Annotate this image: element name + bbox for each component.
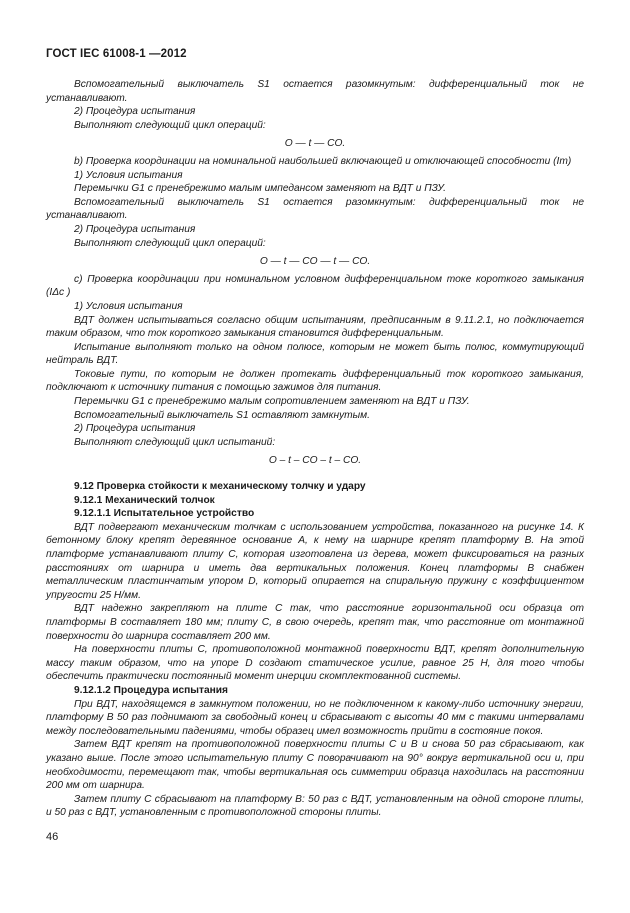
paragraph: ВДТ подвергают механическим толчкам с использованием устройства, показанного на рисунке 14. К бетонному блоку крепят деревянное основание А, к нему на шарнире крепят платформу В. На этой платформе устанавливают плиту С, которая изготовлена из дерева, может фиксироваться на разных расстояниях от шарнира и иметь два вертикальных положения. Конец платформы В снабжен металлическим пластинчатым упором D, который опирается на спиральную пружину с коэффициентом упругости 25 Н/мм. — [46, 521, 584, 601]
paragraph: ВДТ должен испытываться согласно общим испытаниям, предписанным в 9.11.2.1, но подключается таким образом, что ток короткого замыкания становится дифференциальным. — [46, 314, 584, 340]
paragraph: На поверхности плиты С, противоположной монтажной поверхности ВДТ, крепят дополнительную массу таким образом, что на упоре D создают статическое усилие, равное 25 Н, для того чтобы обеспечить практически постоянный момент инерции скомплектованной системы. — [46, 644, 584, 683]
paragraph: Испытание выполняют только на одном полюсе, которым не может быть полюс, коммутирующий нейтраль ВДТ. — [46, 341, 584, 367]
paragraph: Перемычки G1 с пренебрежимо малым сопротивлением заменяют на ВДТ и ПЗУ. — [74, 396, 470, 408]
section-heading: 9.12 Проверка стойкости к механическому толчку и удару — [74, 481, 366, 493]
paragraph: Токовые пути, по которым не должен протекать дифференциальный ток короткого замыкания, подключают к источнику питания с помощью зажимов для питания. — [46, 368, 584, 394]
formula: О – t – CO – t – CO. — [268, 455, 362, 467]
paragraph: Выполняют следующий цикл операций: — [74, 119, 266, 131]
paragraph: При ВДТ, находящемся в замкнутом положении, но не подключенном к какому-либо источнику энергии, платформу В 50 раз поднимают за свободный конец и сбрасывают с высоты 40 мм с такими интервалами между последовательными падениями, чтобы образец имел возможность прийти в состояние покоя. — [46, 698, 584, 737]
paragraph: Затем плиту С сбрасывают на платформу В: 50 раз с ВДТ, установленным на одной стороне плиты, и 50 раз с ВДТ, установленным с противоположной стороны плиты. — [46, 793, 584, 819]
formula: О — t — CO. — [284, 138, 346, 150]
page-number: 46 — [46, 831, 59, 843]
paragraph: Выполняют следующий цикл испытаний: — [74, 436, 276, 448]
paragraph: Вспомогательный выключатель S1 остается разомкнутым: дифференциальный ток не устанавливают. — [46, 79, 584, 104]
paragraph: Вспомогательный выключатель S1 оставляют замкнутым. — [74, 409, 370, 421]
formula: О — t — CO — t — CO. — [259, 256, 371, 268]
paragraph: ВДТ надежно закрепляют на плите С так, что расстояние горизонтальной оси образца от платформы В составляет 180 мм; плиту С, в свою очередь, крепят так, что расстояние от монтажной поверхности до шарнира составляет 200 мм. — [46, 603, 584, 642]
paragraph: 2) Процедура испытания — [74, 223, 196, 235]
paragraph: Вспомогательный выключатель S1 остается разомкнутым: дифференциальный ток не устанавливают. — [46, 196, 584, 222]
document-body — [46, 78, 584, 820]
paragraph: Перемычки G1 с пренебрежимо малым импедансом заменяют на ВДТ и ПЗУ. — [74, 183, 446, 195]
section-heading: 9.12.1.1 Испытательное устройство — [74, 508, 255, 520]
paragraph: Затем ВДТ крепят на противоположной поверхности плиты С и В и снова 50 раз сбрасывают, как указано выше. После этого испытательную плиту С поворачивают на 90° вокруг вертикальной оси и, при необходимости, перемещают так, чтобы вертикальная ось симметрии образца находилась на расстоянии 200 мм от шарнира. — [46, 739, 584, 792]
paragraph: 1) Условия испытания — [74, 169, 183, 181]
section-heading: 9.12.1.2 Процедура испытания — [74, 684, 228, 696]
paragraph: Выполняют следующий цикл операций: — [74, 237, 266, 249]
paragraph: 1) Условия испытания — [74, 300, 183, 312]
paragraph: 2) Процедура испытания — [74, 423, 196, 435]
standard-header: ГОСТ IEC 61008-1 —2012 — [46, 48, 187, 60]
paragraph: b) Проверка координации на номинальной наибольшей включающей и отключающей способности (Im) — [74, 155, 572, 167]
paragraph: 2) Процедура испытания — [74, 106, 196, 118]
section-heading: 9.12.1 Механический толчок — [74, 494, 215, 506]
paragraph: c) Проверка координации при номинальном условном дифференциальном токе короткого замыкания (IΔc ) — [46, 273, 584, 299]
